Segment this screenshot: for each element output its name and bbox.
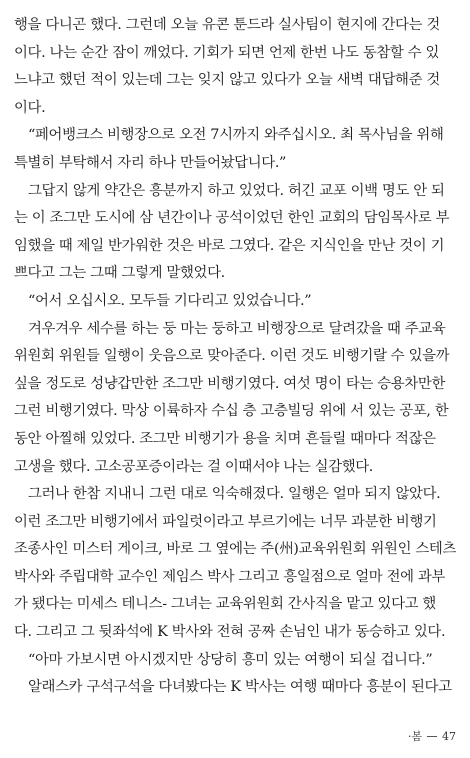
text-line: 박사와 주립대학 교수인 제임스 박사 그리고 흥일점으로 얼마 전에 과부 bbox=[14, 568, 446, 585]
text-line: “아마 가보시면 아시겠지만 상당히 흥미 있는 여행이 되실 겁니다.” bbox=[28, 651, 433, 668]
text-line: 동안 아찔해 있었다. 조그만 비행기가 용을 치며 흔들릴 때마다 적잖은 bbox=[14, 430, 436, 447]
text-line: 싶을 정도로 성냥갑만한 조그만 비행기였다. 여섯 명이 타는 승용차만한 bbox=[14, 375, 446, 392]
text-line: 조종사인 미스터 게이크, 바로 그 옆에는 주(州)교육위원회 위원인 스테츠 bbox=[14, 541, 456, 558]
text-line: 이다. bbox=[14, 99, 46, 116]
text-line: 이런 조그만 비행기에서 파일럿이라고 부르기에는 너무 과분한 비행기 bbox=[14, 513, 437, 530]
footer-divider bbox=[427, 736, 437, 737]
text-line: 는 이 조그만 도시에 삼 년간이나 공석이었던 한인 교회의 담임목사로 부 bbox=[14, 210, 450, 227]
text-line: 가 됐다는 미세스 테니스- 그녀는 교육위원회 간사직을 맡고 있다고 했 bbox=[14, 596, 436, 613]
text-line: 그답지 않게 약간은 흥분까지 하고 있었다. 허긴 교포 이백 명도 안 되 bbox=[28, 182, 445, 199]
text-line: “페어뱅크스 비행장으로 오전 7시까지 와주십시오. 최 목사님을 위해 bbox=[28, 127, 444, 144]
text-line: 쁘다고 그는 그때 그렇게 말했었다. bbox=[14, 265, 225, 282]
page-footer bbox=[408, 728, 456, 744]
text-line: 느냐고 했던 적이 있는데 그는 잊지 않고 있다가 오늘 새벽 대답해준 것 bbox=[14, 72, 440, 89]
text-line: 그러나 한참 지내니 그런 대로 익숙해졌다. 일행은 얼마 되지 않았다. bbox=[28, 486, 441, 503]
section-label: ·봄 bbox=[407, 730, 422, 743]
text-line: 다. 그리고 그 뒷좌석에 K 박사와 전혀 공짜 손님인 내가 동승하고 있다. bbox=[14, 624, 446, 641]
text-line: 위원회 위원들 일행이 웃음으로 맞아준다. 이런 것도 비행기랄 수 있을까 bbox=[14, 348, 450, 365]
text-line: 행을 다니곤 했다. 그런데 오늘 유콘 툰드라 실사팀이 현지에 간다는 것 bbox=[14, 17, 440, 33]
page-number: 47 bbox=[442, 730, 456, 743]
text-line: 그런 비행기였다. 막상 이륙하자 수십 층 고층빌딩 위에 서 있는 공포, 한 bbox=[14, 403, 449, 420]
text-line: “어서 오십시오. 모두들 기다리고 있었습니다.” bbox=[28, 292, 312, 309]
text-line: 알래스카 구석구석을 다녀봤다는 K 박사는 여행 때마다 흥분이 된다고 bbox=[28, 679, 452, 696]
book-page-body bbox=[14, 12, 456, 702]
text-line: 겨우겨우 세수를 하는 둥 마는 둥하고 비행장으로 달려갔을 때 주교육 bbox=[28, 320, 446, 337]
text-line: 이다. 나는 순간 잠이 깨었다. 기회가 되면 언제 한번 나도 동참할 수 있 bbox=[14, 44, 440, 61]
text-line: 특별히 부탁해서 자리 하나 만들어놨답니다.” bbox=[14, 154, 287, 171]
text-line: 고생을 했다. 고소공포증이라는 걸 이때서야 나는 실감했다. bbox=[14, 458, 374, 475]
text-line: 임했을 때 제일 반가워한 것은 바로 그였다. 같은 지식인을 만난 것이 기 bbox=[14, 237, 445, 254]
